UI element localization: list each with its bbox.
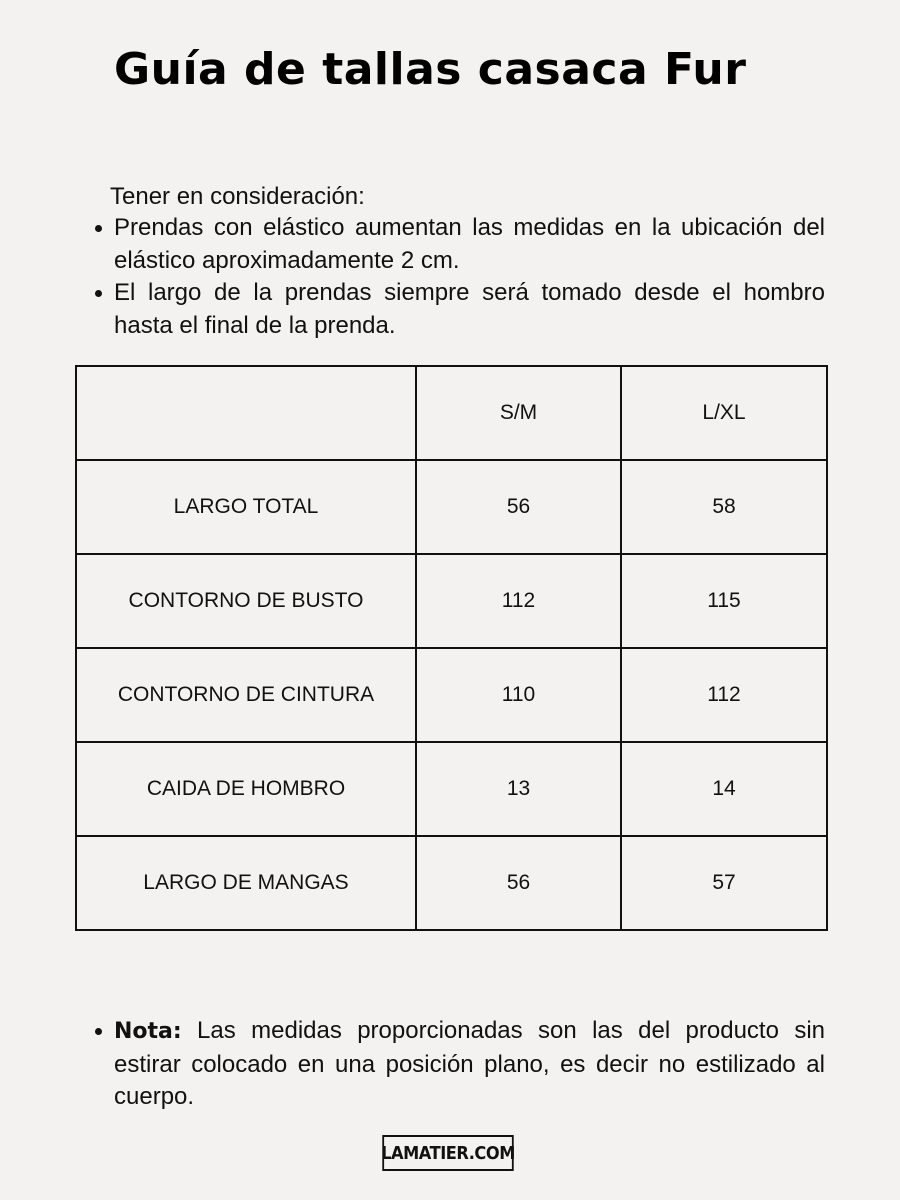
measure-label: LARGO TOTAL [76, 460, 416, 554]
page-title: Guía de tallas casaca Fur [114, 44, 747, 95]
value-sm: 56 [416, 836, 621, 930]
value-lxl: 14 [621, 742, 827, 836]
note-item [92, 1015, 825, 1114]
list-item: Prendas con elástico aumentan las medidas en la ubicación del elástico aproximadamente 2 cm. [92, 212, 825, 277]
measure-label: CONTORNO DE BUSTO [76, 554, 416, 648]
intro-text: Tener en consideración: [110, 183, 365, 210]
table-row [76, 648, 827, 742]
table-header-row [76, 366, 827, 460]
note-text: Las medidas proporcionadas son las del producto sin estirar colocado en una posición plano, es decir no estilizado al cuerpo. [114, 1017, 825, 1110]
table-row [76, 460, 827, 554]
list-item: El largo de la prendas siempre será tomado desde el hombro hasta el final de la prenda. [92, 277, 825, 342]
table-row [76, 836, 827, 930]
value-lxl: 58 [621, 460, 827, 554]
considerations-list [92, 212, 825, 342]
header-cell-lxl: L/XL [621, 366, 827, 460]
value-sm: 110 [416, 648, 621, 742]
header-cell-sm: S/M [416, 366, 621, 460]
value-sm: 112 [416, 554, 621, 648]
value-lxl: 115 [621, 554, 827, 648]
note-list [92, 1015, 825, 1114]
measure-label: CONTORNO DE CINTURA [76, 648, 416, 742]
size-table [75, 365, 828, 931]
table-row [76, 742, 827, 836]
brand-logo: LAMATIER.COM [382, 1135, 513, 1171]
note-label: Nota: [114, 1019, 182, 1044]
value-lxl: 112 [621, 648, 827, 742]
value-sm: 56 [416, 460, 621, 554]
header-cell [76, 366, 416, 460]
measure-label: CAIDA DE HOMBRO [76, 742, 416, 836]
measure-label: LARGO DE MANGAS [76, 836, 416, 930]
table-row [76, 554, 827, 648]
value-lxl: 57 [621, 836, 827, 930]
value-sm: 13 [416, 742, 621, 836]
